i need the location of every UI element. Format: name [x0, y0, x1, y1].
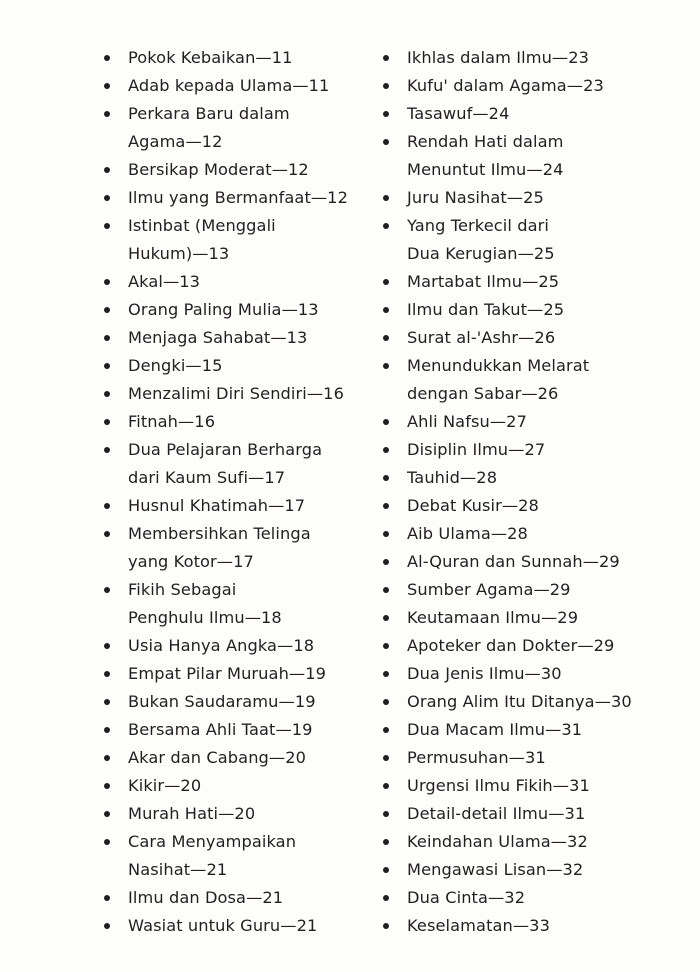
toc-entry-text: Dua Macam Ilmu—31: [407, 720, 583, 739]
toc-entry-text: Adab kepada Ulama—11: [128, 76, 330, 95]
bullet-icon: [383, 111, 389, 117]
bullet-icon: [104, 419, 110, 425]
bullet-icon: [104, 111, 110, 117]
toc-entry-text: Kikir—20: [128, 776, 202, 795]
toc-entry-text: Empat Pilar Muruah—19: [128, 664, 327, 683]
toc-entry: [100, 520, 355, 576]
toc-entry-text: Bukan Saudaramu—19: [128, 692, 316, 711]
toc-entry-text: Menjaga Sahabat—13: [128, 328, 308, 347]
toc-entry-text: Tasawuf—24: [407, 104, 510, 123]
bullet-icon: [383, 419, 389, 425]
bullet-icon: [104, 531, 110, 537]
toc-entry-text: Akar dan Cabang—20: [128, 748, 307, 767]
bullet-icon: [383, 923, 389, 929]
toc-entry-text: Aib Ulama—28: [407, 524, 528, 543]
toc-entry-text: Dua Cinta—32: [407, 888, 526, 907]
bullet-icon: [383, 307, 389, 313]
toc-entry-text: Ikhlas dalam Ilmu—23: [407, 48, 590, 67]
toc-entry-text: Dengki—15: [128, 356, 223, 375]
bullet-icon: [104, 167, 110, 173]
toc-entry-text: Ilmu dan Dosa—21: [128, 888, 284, 907]
toc-entry: [100, 380, 355, 408]
toc-entry-text: Wasiat untuk Guru—21: [128, 916, 318, 935]
toc-entry-text: Fikih Sebagai: [128, 580, 237, 599]
toc-entry-text: Cara Menyampaikan: [128, 832, 297, 851]
toc-entry-text: Orang Alim Itu Ditanya—30: [407, 692, 632, 711]
toc-entry: [379, 828, 679, 856]
bullet-icon: [383, 587, 389, 593]
toc-entry-text: Urgensi Ilmu Fikih—31: [407, 776, 590, 795]
toc-entry-text: Dua Kerugian—25: [407, 244, 555, 263]
bullet-icon: [383, 83, 389, 89]
toc-entry: [379, 44, 679, 72]
toc-entry: [379, 884, 679, 912]
bullet-icon: [104, 391, 110, 397]
bullet-icon: [104, 335, 110, 341]
toc-entry: [100, 884, 355, 912]
bullet-icon: [383, 55, 389, 61]
toc-entry: [100, 408, 355, 436]
bullet-icon: [104, 587, 110, 593]
toc-entry: [379, 464, 679, 492]
toc-entry: [100, 352, 355, 380]
toc-entry: [379, 800, 679, 828]
bullet-icon: [104, 55, 110, 61]
toc-entry-text: Membersihkan Telinga: [128, 524, 311, 543]
toc-entry: [100, 660, 355, 688]
bullet-icon: [104, 363, 110, 369]
toc-entry: [379, 688, 679, 716]
bullet-icon: [383, 447, 389, 453]
toc-entry-text: dengan Sabar—26: [407, 384, 559, 403]
toc-entry-text: Penghulu Ilmu—18: [128, 608, 282, 627]
toc-entry-text: Orang Paling Mulia—13: [128, 300, 319, 319]
toc-entry: [100, 436, 355, 492]
bullet-icon: [383, 643, 389, 649]
toc-entry-text: Debat Kusir—28: [407, 496, 539, 515]
bullet-icon: [383, 531, 389, 537]
toc-entry: [100, 296, 355, 324]
toc-entry-text: Juru Nasihat—25: [407, 188, 544, 207]
toc-entry-text: Ilmu yang Bermanfaat—12: [128, 188, 348, 207]
bullet-icon: [104, 699, 110, 705]
toc-left-column: [100, 44, 355, 940]
bullet-icon: [104, 671, 110, 677]
toc-entry: [379, 296, 679, 324]
bullet-icon: [383, 279, 389, 285]
toc-entry-text: Dua Jenis Ilmu—30: [407, 664, 562, 683]
toc-entry-text: Keselamatan—33: [407, 916, 550, 935]
bullet-icon: [104, 307, 110, 313]
bullet-icon: [104, 923, 110, 929]
toc-entry: [100, 688, 355, 716]
toc-entry: [379, 772, 679, 800]
toc-entry-text: Keindahan Ulama—32: [407, 832, 588, 851]
bullet-icon: [104, 503, 110, 509]
toc-entry-text: Bersikap Moderat—12: [128, 160, 309, 179]
toc-entry: [379, 548, 679, 576]
bullet-icon: [383, 139, 389, 145]
toc-entry: [379, 72, 679, 100]
toc-entry-text: Dua Pelajaran Berharga: [128, 440, 323, 459]
toc-entry: [100, 492, 355, 520]
bullet-icon: [383, 699, 389, 705]
toc-entry: [379, 856, 679, 884]
toc-entry: [379, 520, 679, 548]
toc-entry: [379, 436, 679, 464]
bullet-icon: [104, 895, 110, 901]
toc-entry: [379, 324, 679, 352]
toc-entry: [100, 44, 355, 72]
toc-entry-text: Apoteker dan Dokter—29: [407, 636, 615, 655]
bullet-icon: [383, 839, 389, 845]
toc-entry-text: Fitnah—16: [128, 412, 216, 431]
bullet-icon: [383, 755, 389, 761]
bullet-icon: [104, 195, 110, 201]
toc-right-column: [379, 44, 679, 940]
toc-entry: [100, 156, 355, 184]
toc-entry: [379, 744, 679, 772]
toc-entry-text: Yang Terkecil dari: [407, 216, 549, 235]
toc-entry-text: Kufu' dalam Agama—23: [407, 76, 604, 95]
bullet-icon: [104, 727, 110, 733]
toc-entry: [379, 912, 679, 940]
toc-entry: [379, 352, 679, 408]
toc-entry: [379, 184, 679, 212]
toc-entry-text: Istinbat (Menggali: [128, 216, 276, 235]
bullet-icon: [383, 335, 389, 341]
toc-entry: [379, 576, 679, 604]
toc-entry-text: yang Kotor—17: [128, 552, 254, 571]
bullet-icon: [383, 615, 389, 621]
toc-entry: [100, 828, 355, 884]
bullet-icon: [104, 83, 110, 89]
bullet-icon: [383, 727, 389, 733]
toc-entry-text: Keutamaan Ilmu—29: [407, 608, 579, 627]
toc-entry-text: Nasihat—21: [128, 860, 228, 879]
toc-entry-text: Permusuhan—31: [407, 748, 546, 767]
bullet-icon: [383, 811, 389, 817]
toc-entry: [100, 324, 355, 352]
toc-entry: [379, 212, 679, 268]
toc-entry-text: Al-Quran dan Sunnah—29: [407, 552, 620, 571]
toc-entry: [100, 912, 355, 940]
toc-entry: [100, 576, 355, 632]
toc-entry: [100, 716, 355, 744]
toc-entry-text: Sumber Agama—29: [407, 580, 571, 599]
toc-entry: [100, 744, 355, 772]
toc-entry: [379, 128, 679, 184]
toc-entry: [379, 100, 679, 128]
toc-entry: [100, 72, 355, 100]
toc-entry: [100, 212, 355, 268]
bullet-icon: [383, 363, 389, 369]
toc-entry-text: Menzalimi Diri Sendiri—16: [128, 384, 344, 403]
toc-entry: [379, 408, 679, 436]
toc-entry: [100, 100, 355, 156]
bullet-icon: [104, 447, 110, 453]
toc-entry-text: Menuntut Ilmu—24: [407, 160, 564, 179]
bullet-icon: [104, 811, 110, 817]
toc-entry: [379, 660, 679, 688]
toc-entry-text: Tauhid—28: [407, 468, 498, 487]
toc-entry: [100, 184, 355, 212]
toc-entry-text: Pokok Kebaikan—11: [128, 48, 293, 67]
toc-entry: [379, 604, 679, 632]
bullet-icon: [383, 559, 389, 565]
bullet-icon: [104, 279, 110, 285]
bullet-icon: [383, 475, 389, 481]
bullet-icon: [104, 223, 110, 229]
bullet-icon: [383, 895, 389, 901]
bullet-icon: [104, 839, 110, 845]
bullet-icon: [104, 755, 110, 761]
toc-entry-text: Usia Hanya Angka—18: [128, 636, 315, 655]
toc-entry-text: Ahli Nafsu—27: [407, 412, 527, 431]
toc-entry: [100, 632, 355, 660]
toc-entry: [379, 268, 679, 296]
toc-entry-text: Agama—12: [128, 132, 223, 151]
toc-entry-text: Murah Hati—20: [128, 804, 256, 823]
toc-entry-text: Husnul Khatimah—17: [128, 496, 306, 515]
bullet-icon: [383, 223, 389, 229]
bullet-icon: [383, 671, 389, 677]
toc-entry-text: Akal—13: [128, 272, 201, 291]
toc-entry-text: Bersama Ahli Taat—19: [128, 720, 313, 739]
toc-entry: [379, 632, 679, 660]
bullet-icon: [104, 783, 110, 789]
bullet-icon: [104, 643, 110, 649]
bullet-icon: [383, 867, 389, 873]
toc-entry-text: Perkara Baru dalam: [128, 104, 290, 123]
toc-entry: [379, 716, 679, 744]
bullet-icon: [383, 503, 389, 509]
toc-entry-text: Mengawasi Lisan—32: [407, 860, 584, 879]
toc-entry-text: Martabat Ilmu—25: [407, 272, 560, 291]
toc-entry-text: dari Kaum Sufi—17: [128, 468, 286, 487]
toc-entry-text: Surat al-'Ashr—26: [407, 328, 556, 347]
toc-entry: [379, 492, 679, 520]
bullet-icon: [383, 195, 389, 201]
toc-entry-text: Hukum)—13: [128, 244, 230, 263]
toc-entry-text: Disiplin Ilmu—27: [407, 440, 546, 459]
toc-entry: [100, 772, 355, 800]
toc-entry-text: Menundukkan Melarat: [407, 356, 590, 375]
toc-entry-text: Detail-detail Ilmu—31: [407, 804, 586, 823]
toc-entry-text: Ilmu dan Takut—25: [407, 300, 565, 319]
toc-entry-text: Rendah Hati dalam: [407, 132, 564, 151]
toc-entry: [100, 800, 355, 828]
bullet-icon: [383, 783, 389, 789]
toc-entry: [100, 268, 355, 296]
